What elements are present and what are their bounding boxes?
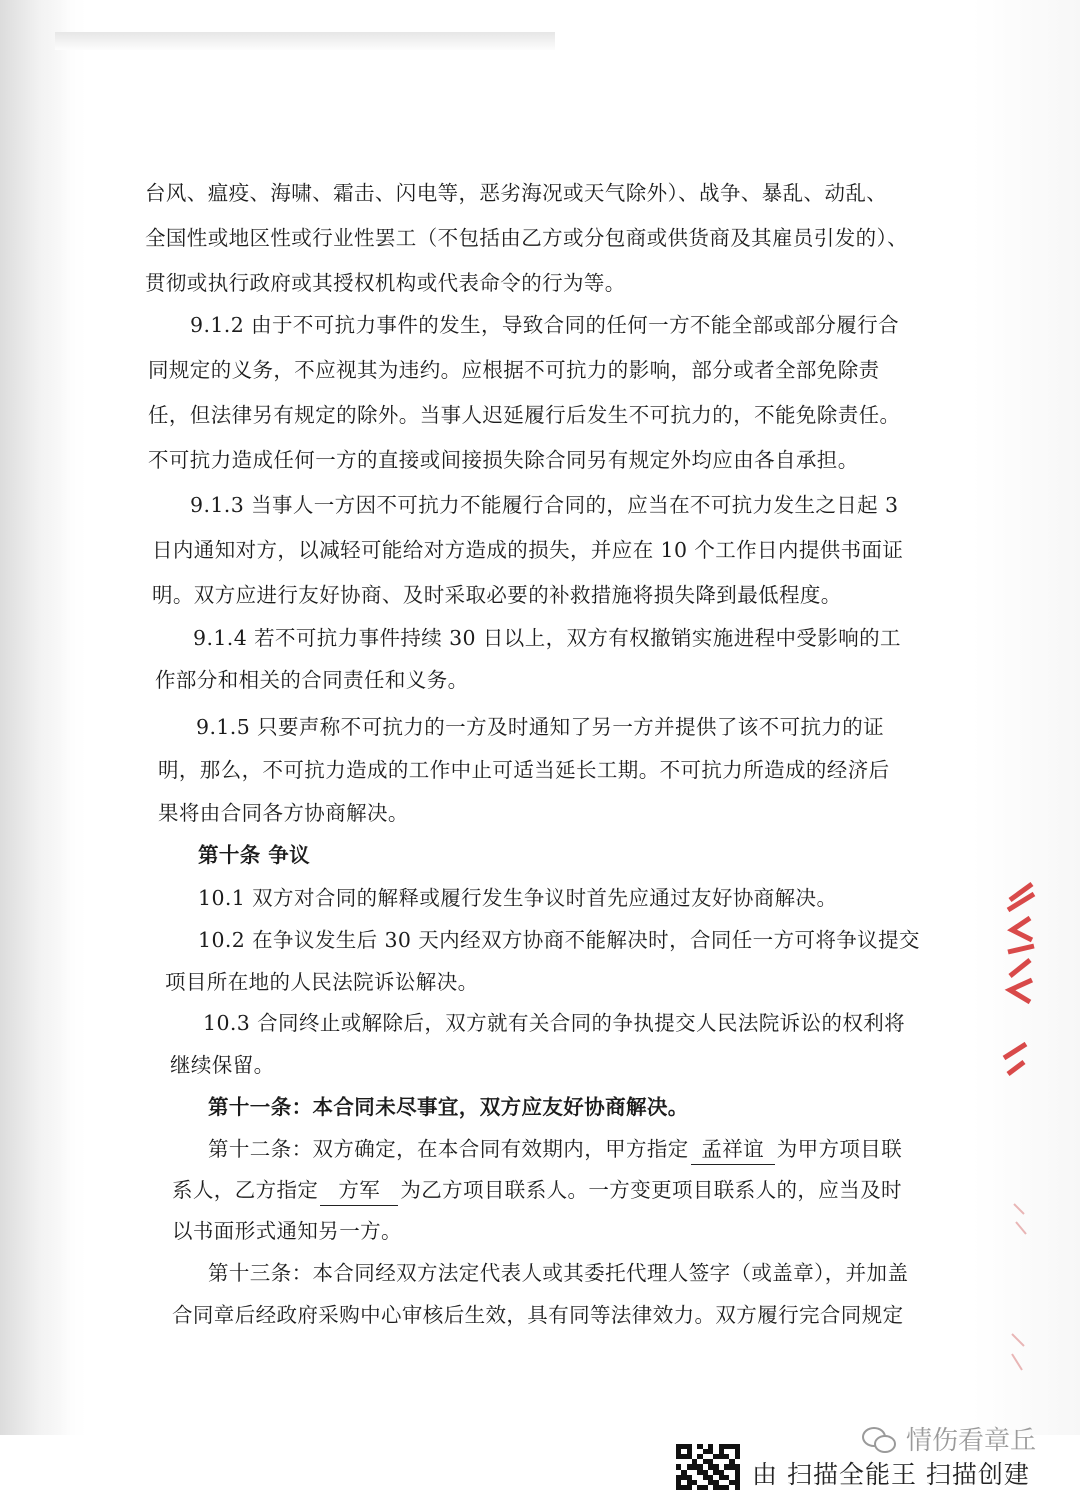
text-line: 台风、瘟疫、海啸、霜击、闪电等，恶劣海况或天气除外）、战争、暴乱、动乱、 bbox=[145, 181, 888, 205]
article-12-text: 为乙方项目联系人。一方变更项目联系人的，应当及时 bbox=[400, 1178, 902, 1202]
text-line: 同规定的义务，不应视其为违约。应根据不可抗力的影响，部分或者全部免除责 bbox=[148, 358, 880, 382]
party-b-contact-field: 方军 bbox=[320, 1175, 398, 1206]
clause-9-1-2: 9.1.2 由于不可抗力事件的发生，导致合同的任何一方不能全部或部分履行合 bbox=[190, 313, 899, 337]
text-line: 作部分和相关的合同责任和义务。 bbox=[155, 668, 469, 692]
party-a-contact-field: 孟祥谊 bbox=[691, 1134, 775, 1165]
text-line: 明。双方应进行友好协商、及时采取必要的补救措施将损失降到最低程度。 bbox=[152, 583, 842, 607]
faint-stamp-icon bbox=[1010, 1200, 1032, 1240]
stamp-mark-icon bbox=[1000, 1040, 1030, 1080]
article-12-line-1 bbox=[208, 1134, 902, 1165]
article-12-text: 系人，乙方指定 bbox=[172, 1178, 319, 1202]
article-12-line-3: 以书面形式通知另一方。 bbox=[172, 1219, 402, 1243]
article-12-line-2 bbox=[172, 1175, 902, 1206]
article-13-line-1: 第十三条：本合同经双方法定代表人或其委托代理人签字（或盖章），并加盖 bbox=[208, 1261, 909, 1285]
text-line: 不可抗力造成任何一方的直接或间接损失除合同另有规定外均应由各自承担。 bbox=[148, 448, 859, 472]
scanner-credit: 由 扫描全能王 扫描创建 bbox=[752, 1460, 1030, 1489]
article-12-text: 第十二条：双方确定，在本合同有效期内，甲方指定 bbox=[208, 1137, 689, 1161]
stamp-mark-icon bbox=[1000, 880, 1040, 1010]
article-11: 第十一条：本合同未尽事宜，双方应友好协商解决。 bbox=[208, 1095, 689, 1119]
clause-9-1-5: 9.1.5 只要声称不可抗力的一方及时通知了另一方并提供了该不可抗力的证 bbox=[196, 715, 885, 739]
article-13-line-2: 合同章后经政府采购中心审核后生效，具有同等法律效力。双方履行完合同规定 bbox=[172, 1303, 904, 1327]
article-10-heading: 第十条 争议 bbox=[198, 843, 311, 867]
text-line: 贯彻或执行政府或其授权机构或代表命令的行为等。 bbox=[145, 271, 626, 295]
article-12-text: 为甲方项目联 bbox=[776, 1137, 903, 1161]
wechat-icon bbox=[862, 1425, 898, 1453]
text-line: 项目所在地的人民法院诉讼解决。 bbox=[165, 970, 479, 994]
margin-mark bbox=[1010, 1200, 1032, 1244]
wechat-watermark bbox=[862, 1420, 1036, 1457]
text-line: 果将由合同各方协商解决。 bbox=[158, 801, 409, 825]
text-line: 继续保留。 bbox=[170, 1053, 275, 1077]
text-line: 任，但法律另有规定的除外。当事人迟延履行后发生不可抗力的，不能免除责任。 bbox=[148, 403, 901, 427]
margin-mark bbox=[1008, 1330, 1030, 1380]
faint-stamp-icon bbox=[1008, 1330, 1030, 1376]
seal-stamp-fragment-2 bbox=[996, 1040, 1030, 1080]
text-line: 明，那么，不可抗力造成的工作中止可适当延长工期。不可抗力所造成的经济后 bbox=[158, 758, 890, 782]
clause-10-1: 10.1 双方对合同的解释或履行发生争议时首先应通过友好协商解决。 bbox=[198, 886, 838, 910]
watermark-text: 情伤看章丘 bbox=[906, 1426, 1037, 1456]
text-line: 日内通知对方，以减轻可能给对方造成的损失，并应在 10 个工作日内提供书面证 bbox=[152, 538, 904, 562]
qr-code-icon bbox=[676, 1444, 740, 1490]
clause-10-3: 10.3 合同终止或解除后，双方就有关合同的争执提交人民法院诉讼的权利将 bbox=[203, 1011, 906, 1035]
clause-10-2: 10.2 在争议发生后 30 天内经双方协商不能解决时，合同任一方可将争议提交 bbox=[198, 928, 920, 952]
clause-9-1-4: 9.1.4 若不可抗力事件持续 30 日以上，双方有权撤销实施进程中受影响的工 bbox=[193, 626, 901, 650]
clause-9-1-3: 9.1.3 当事人一方因不可抗力不能履行合同的，应当在不可抗力发生之日起 3 bbox=[190, 493, 899, 517]
seal-stamp-fragment bbox=[992, 880, 1040, 1010]
text-line: 全国性或地区性或行业性罢工（不包括由乙方或分包商或供货商及其雇员引发的）、 bbox=[145, 226, 909, 250]
